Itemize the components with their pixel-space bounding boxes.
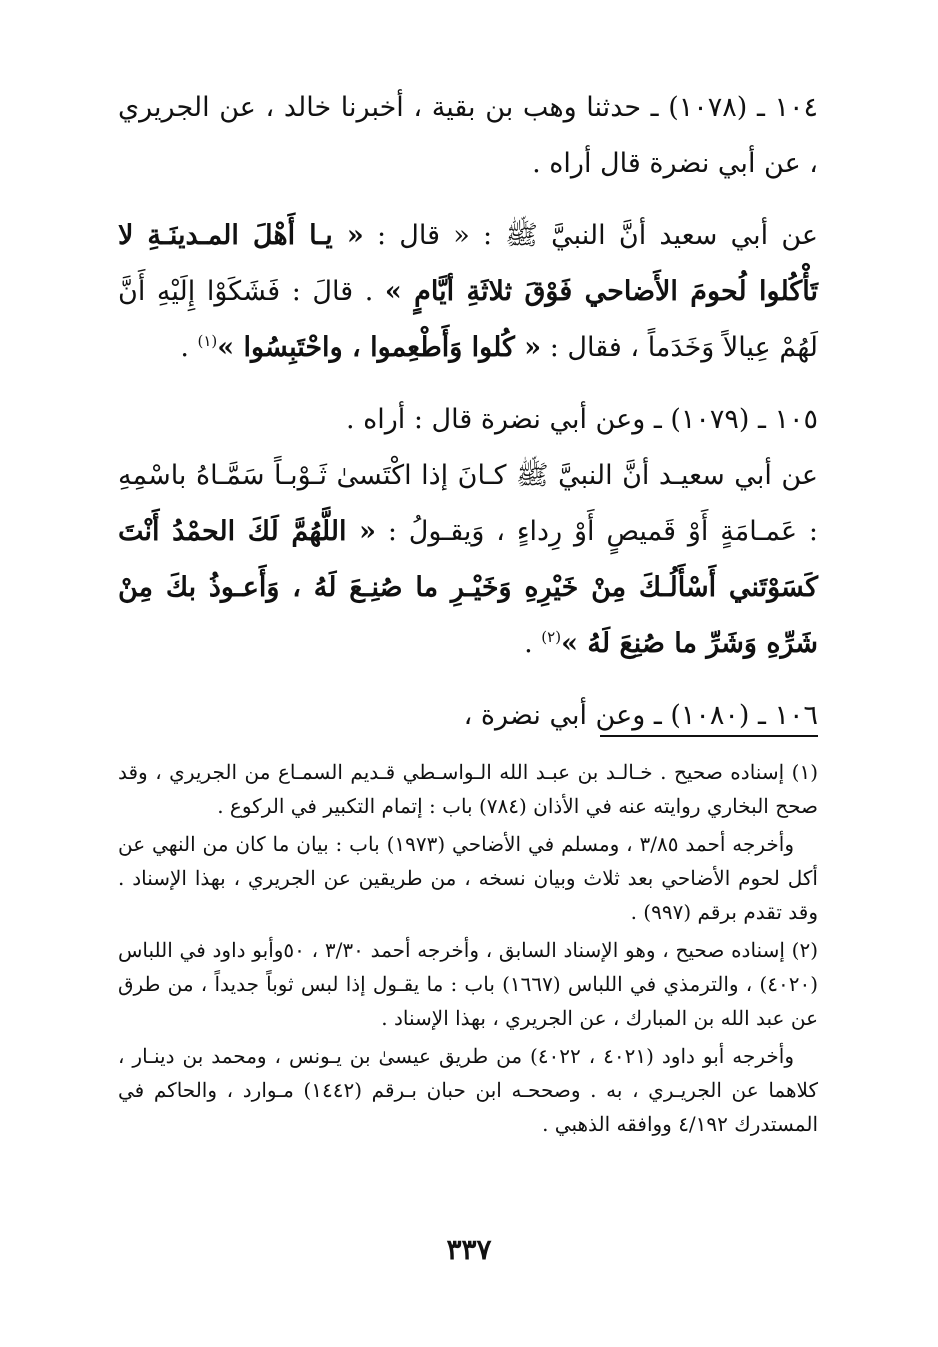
footnote-1: (١) إسناده صحيح . خـالـد بن عبـد الله الـواسـطي قـديم السمـاع من الجريري ، وقد صحح البخاري روايته عنه في الأذان (٧٨٤) باب : إتمام التكبير في الركوع . [118, 760, 818, 818]
hadith-105-dua: « اللَّهُمَّ لَكَ الحمْدُ أَنْتَ كَسَوْتَني أَسْأَلُـكَ مِنْ خَيْرِهِ وَخَيْـرِ ما صُنِـعَ لَهُ ، وَأَعـوذُ بكَ مِنْ شَرِّهِ وَشَرِّ ما صُنِعَ لَهُ » [118, 516, 818, 659]
page-number: ٣٣٧ [446, 1233, 492, 1266]
hadith-104-header: ١٠٤ ـ (١٠٧٨) ـ حدثنا وهب بن بقية ، أخبرنا خالد ، عن الجريري ، عن أبي نضرة قال أراه . [118, 92, 818, 179]
footnote-separator [600, 735, 818, 737]
footnote-2-continued: وأخرجه أبو داود (٤٠٢١ ، ٤٠٢٢) من طريق عيسىٰ بن يـونس ، ومحمد بن دينـار ، كلاهما عن الجريـري ، به . وصححـه ابن حبان بـرقم (١٤٤٢) مـوارد ، والحاكم في المستدرك ٤/١٩٢ ووافقه الذهبي . [118, 1044, 818, 1136]
hadith-104-narration: عن أبي سعيد أنَّ النبيَّ ﷺ : « قال : [363, 220, 818, 251]
hadith-104-quote-2: « كُلوا وَأَطْعِموا ، واحْتَبِسُوا » [217, 332, 542, 363]
main-text [118, 80, 818, 744]
hadith-104-text [118, 208, 818, 376]
hadith-104-quote-1: « يـا أَهْلَ المـدينَـةِ لا تَأْكُلوا لُحومَ الأَضاحي فَوْقَ ثلاثَةِ أيَّامٍ » [118, 220, 818, 307]
footnote-1-continued: وأخرجه أحمد ٣/٨٥ ، ومسلم في الأضاحي (١٩٧٣) باب : بيان ما كان من النهي عن أكل لحوم الأضاحي بعد ثلاث وبيان نسخه ، من طريقين عن الجريري ، بهذا الإسناد . وقد تقدم برقم (٩٩٧) . [118, 832, 818, 924]
footnote-ref-1: (١) [197, 332, 218, 350]
hadith-104-narration-2: . قالَ : فَشَكَوْا إِلَيْهِ أَنَّ لَهُمْ عِيالاً وَخَدَماً ، فقال : [118, 276, 818, 363]
footnote-ref-2: (٢) [541, 628, 562, 646]
hadith-104-end: . [180, 332, 198, 363]
hadith-105-header: ١٠٥ ـ (١٠٧٩) ـ وعن أبي نضرة قال : أراه . [345, 404, 818, 435]
hadith-105-text [118, 448, 818, 672]
hadith-105-narration: عن أبي سعيـد أنَّ النبيَّ ﷺ كـانَ إذا اكْتَسىٰ ثَـوْبـاً سَمَّـاهُ باسْمِهِ : عَمـامَةٍ أَوْ قَميصٍ أَوْ رِداءٍ ، وَيقـولُ : [118, 460, 818, 547]
hadith-105-end: . [524, 628, 542, 659]
footnote-2: (٢) إسناده صحيح ، وهو الإسناد السابق ، وأخرجه أحمد ٣/٣٠ ، ٥٠وأبو داود في اللباس (٤٠٢٠) ، والترمذي في اللباس (١٦٦٧) باب : ما يقـول إذا لبس ثوباً جديداً ، من طرق عن عبد الله بن المبارك ، عن الجريري ، بهذا الإسناد . [118, 938, 819, 1030]
footnotes [118, 755, 818, 1145]
hadith-106-header: ١٠٦ ـ (١٠٨٠) ـ وعن أبي نضرة ، [463, 700, 818, 731]
